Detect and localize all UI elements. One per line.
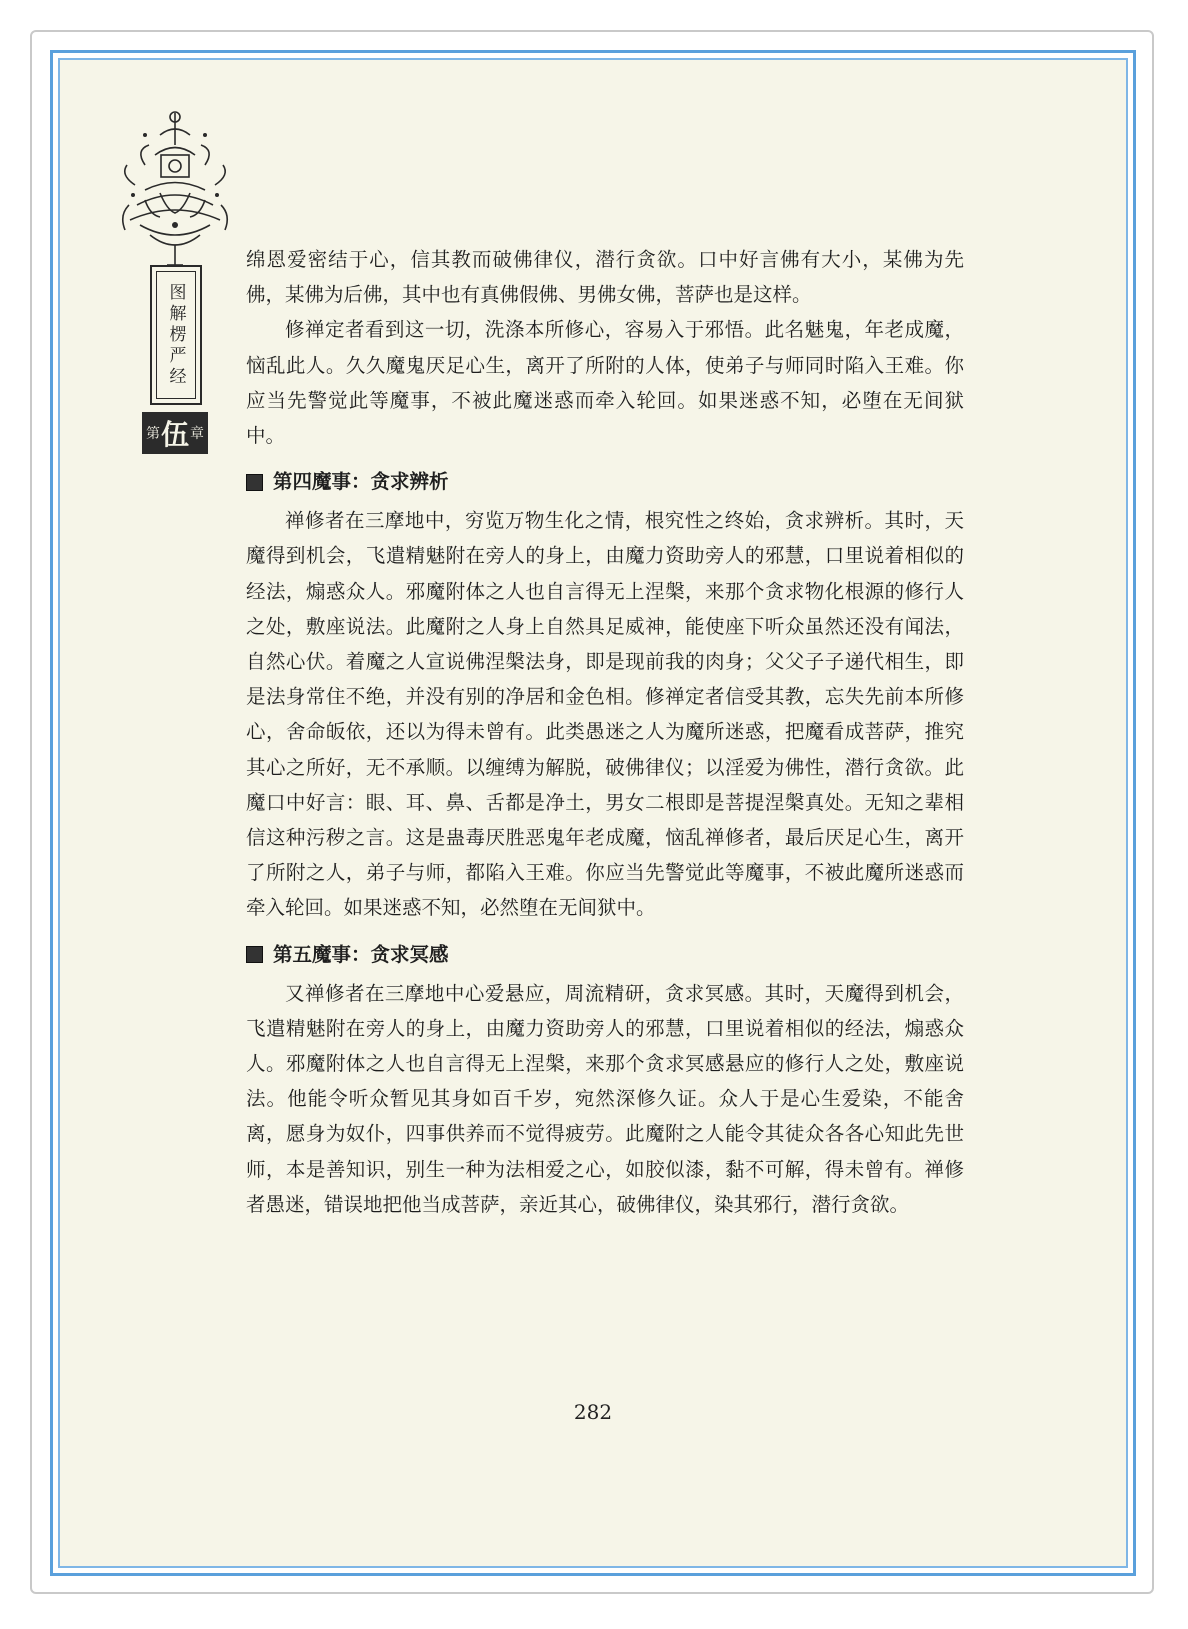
lotus-ornament-icon <box>115 105 235 280</box>
section-heading-4 <box>246 467 964 497</box>
section-heading-4-text: 第四魔事：贪求辨析 <box>273 470 449 494</box>
section-heading-5 <box>246 940 964 970</box>
paragraph-3: 禅修者在三摩地中，穷览万物生化之情，根究性之终始，贪求辨析。其时，天魔得到机会，飞遣精魅附在旁人的身上，由魔力资助旁人的邪慧，口里说着相似的经法，煽惑众人。邪魔附体之人也自言得无上涅槃，来那个贪求物化根源的修行人之处，敷座说法。此魔附之人身上自然具足威神，能使座下听众虽然还没有闻法，自然心伏。着魔之人宣说佛涅槃法身，即是现前我的肉身；父父子子递代相生，即是法身常住不绝，并没有别的净居和金色相。修禅定者信受其教，忘失先前本所修心，舍命皈依，还以为得未曾有。此类愚迷之人为魔所迷惑，把魔看成菩萨，推究其心之所好，无不承顺。以缠缚为解脱，破佛律仪；以淫爱为佛性，潜行贪欲。此魔口中好言：眼、耳、鼻、舌都是净土，男女二根即是菩提涅槃真处。无知之辈相信这种污秽之言。这是蛊毒厌胜恶鬼年老成魔，恼乱禅修者，最后厌足心生，离开了所附之人，弟子与师，都陷入王难。你应当先警觉此等魔事，不被此魔所迷惑而牵入轮回。如果迷惑不知，必然堕在无间狱中。 <box>246 509 964 920</box>
book-title: 图解楞严经 <box>165 282 186 388</box>
chapter-number: 伍 <box>160 418 189 451</box>
chapter-suffix: 章 <box>190 426 204 442</box>
page-content <box>246 242 964 1222</box>
book-page <box>58 58 1128 1568</box>
chapter-label <box>142 412 208 454</box>
section-bullet-icon <box>246 474 263 491</box>
paragraph-1: 绵恩爱密结于心，信其教而破佛律仪，潜行贪欲。口中好言佛有大小，某佛为先佛，某佛为后佛，其中也有真佛假佛、男佛女佛，菩萨也是这样。 <box>246 248 964 307</box>
section-bullet-icon <box>246 946 263 963</box>
chapter-prefix: 第 <box>145 426 160 442</box>
paragraph-2: 修禅定者看到这一切，洗涤本所修心，容易入于邪悟。此名魅鬼，年老成魔，恼乱此人。久久魔鬼厌足心生，离开了所附的人体，使弟子与师同时陷入王难。你应当先警觉此等魔事，不被此魔迷惑而牵入轮回。如果迷惑不知，必堕在无间狱中。 <box>246 318 964 448</box>
page-number: 282 <box>573 1400 613 1424</box>
book-title-tab <box>150 265 202 405</box>
paragraph-4: 又禅修者在三摩地中心爱悬应，周流精研，贪求冥感。其时，天魔得到机会，飞遣精魅附在旁人的身上，由魔力资助旁人的邪慧，口里说着相似的经法，煽惑众人。邪魔附体之人也自言得无上涅槃，来那个贪求冥感悬应的修行人之处，敷座说法。他能令听众暂见其身如百千岁，宛然深修久证。众人于是心生爱染，不能舍离，愿身为奴仆，四事供养而不觉得疲劳。此魔附之人能令其徒众各各心知此先世师，本是善知识，别生一种为法相爱之心，如胶似漆，黏不可解，得未曾有。禅修者愚迷，错误地把他当成菩萨，亲近其心，破佛律仪，染其邪行，潜行贪欲。 <box>246 981 964 1216</box>
section-heading-5-text: 第五魔事：贪求冥感 <box>273 942 449 966</box>
book-title-tab-inner <box>156 271 196 399</box>
